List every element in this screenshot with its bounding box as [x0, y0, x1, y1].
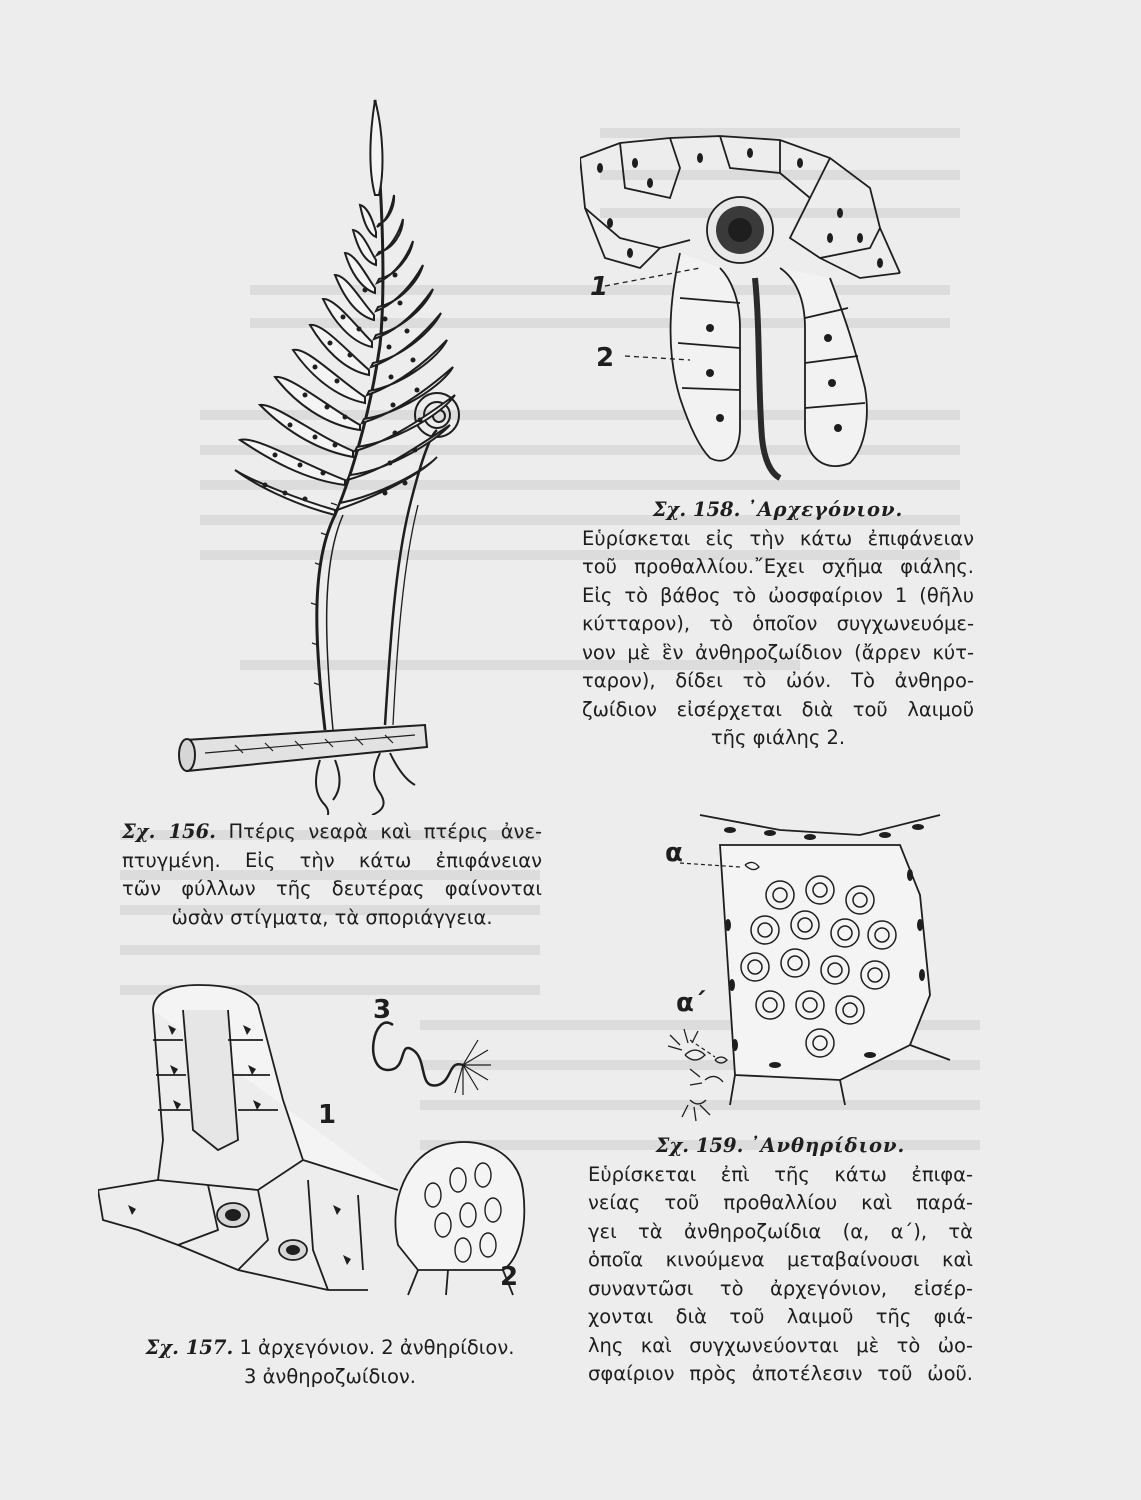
fig158-caption-line-8: τῆς φιάλης 2. — [710, 726, 846, 749]
fig158-caption-line-6: ταρον), δίδει τὸ ὠόν. Τὸ ἀνθηρο- — [582, 669, 974, 692]
fig157-label-1: 1 — [318, 1100, 337, 1130]
archegonium-antheridium-illustration — [98, 980, 538, 1300]
fig156-number: Σχ. 156. — [122, 820, 216, 843]
fig158-title: ᾿Αρχεγόνιον. — [746, 498, 904, 521]
fig158-caption-line-2: τοῦ προθαλλίου.῎Εχει σχῆμα φιάλης. — [582, 555, 974, 578]
fig156-caption-line-2: πτυγμένη. Εἰς τὴν κάτω ἐπιφάνειαν — [122, 848, 542, 872]
fig158-caption-line-7: ζωίδιον εἰσέρχεται διὰ τοῦ λαιμοῦ — [582, 697, 974, 721]
fig159-caption-line-5: συναντῶσι τὸ ἀρχεγόνιον, εἰσέρ- — [588, 1276, 973, 1300]
fig159-title: ᾿Ανθηρίδιον. — [749, 1134, 906, 1157]
fig156-caption-line-3: τῶν φύλλων τῆς δευτέρας φαίνονται — [122, 877, 542, 900]
antheridium-drawing — [660, 805, 970, 1125]
fig159-caption-line-8: σφαίριον πρὸς ἀποτέλεσιν τοῦ ὠοῦ. — [588, 1362, 973, 1385]
fig158-caption-line-5: νον μὲ ἓν ἀνθηροζωίδιον (ἄρρεν κύτ- — [582, 640, 974, 664]
fig157-caption — [115, 1334, 545, 1391]
fig159-number: Σχ. 159. — [655, 1134, 744, 1157]
fig159-caption — [588, 1132, 973, 1389]
fig159-caption-line-4: ὁποῖα κινούμενα μεταβαίνουσι καὶ — [588, 1248, 973, 1271]
fig157-label-3: 3 — [373, 995, 392, 1025]
fig159-label-a-prime: α΄ — [676, 988, 706, 1018]
fern-drawing — [175, 85, 535, 815]
fig156-caption — [122, 818, 542, 932]
fig159-caption-line-6: χονται διὰ τοῦ λαιμοῦ τῆς φιά- — [588, 1305, 973, 1328]
fig157-caption-line-1 — [115, 1334, 545, 1363]
fig158-caption-line-1: Εὑρίσκεται εἰς τὴν κάτω ἐπιφάνειαν — [582, 526, 974, 550]
fig158-caption-line-4: κύτταρον), τὸ ὁποῖον συγχωνευόμε- — [582, 612, 974, 635]
fig158-number: Σχ. 158. — [652, 498, 741, 521]
fig159-caption-line-1: Εὑρίσκεται ἐπὶ τῆς κάτω ἐπιφα- — [588, 1162, 973, 1186]
fig157-drawing — [98, 980, 538, 1300]
fern-illustration — [175, 85, 535, 815]
fig159-caption-line-2: νείας τοῦ προθαλλίου καὶ παρά- — [588, 1191, 973, 1214]
fig159-caption-line-7: λης καὶ συγχωνεύονται μὲ τὸ ὠο- — [588, 1333, 973, 1357]
fig157-label-2: 2 — [500, 1262, 519, 1292]
antheridium-illustration — [660, 805, 970, 1125]
fig156-line-text: Πτέρις νεαρὰ καὶ πτέρις ἀνε- — [228, 820, 543, 843]
fig159-label-a: α — [665, 838, 683, 868]
fig158-label-2: 2 — [596, 343, 615, 373]
fig157-line-text: 1 ἀρχεγόνιον. 2 ἀνθηρίδιον. — [239, 1336, 515, 1359]
fig158-heading — [582, 496, 974, 525]
archegonium-illustration — [580, 128, 910, 498]
fig157-number: Σχ. 157. — [145, 1336, 234, 1359]
fig158-caption-line-3: Εἰς τὸ βάθος τὸ ὠοσφαίριον 1 (θῆλυ — [582, 583, 974, 607]
fig159-heading — [588, 1132, 973, 1161]
fig158-label-1: 1 — [590, 272, 609, 302]
archegonium-drawing — [580, 128, 910, 498]
fig159-caption-line-3: γει τὰ ἀνθηροζωίδια (α, α΄), τὰ — [588, 1219, 973, 1243]
fig156-caption-line-1 — [122, 818, 542, 847]
fig156-caption-line-4: ὡσὰν στίγματα, τὰ σποριάγγεια. — [171, 905, 493, 929]
fig158-caption — [582, 496, 974, 753]
fig157-caption-line-2: 3 ἀνθηροζωίδιον. — [243, 1364, 417, 1388]
